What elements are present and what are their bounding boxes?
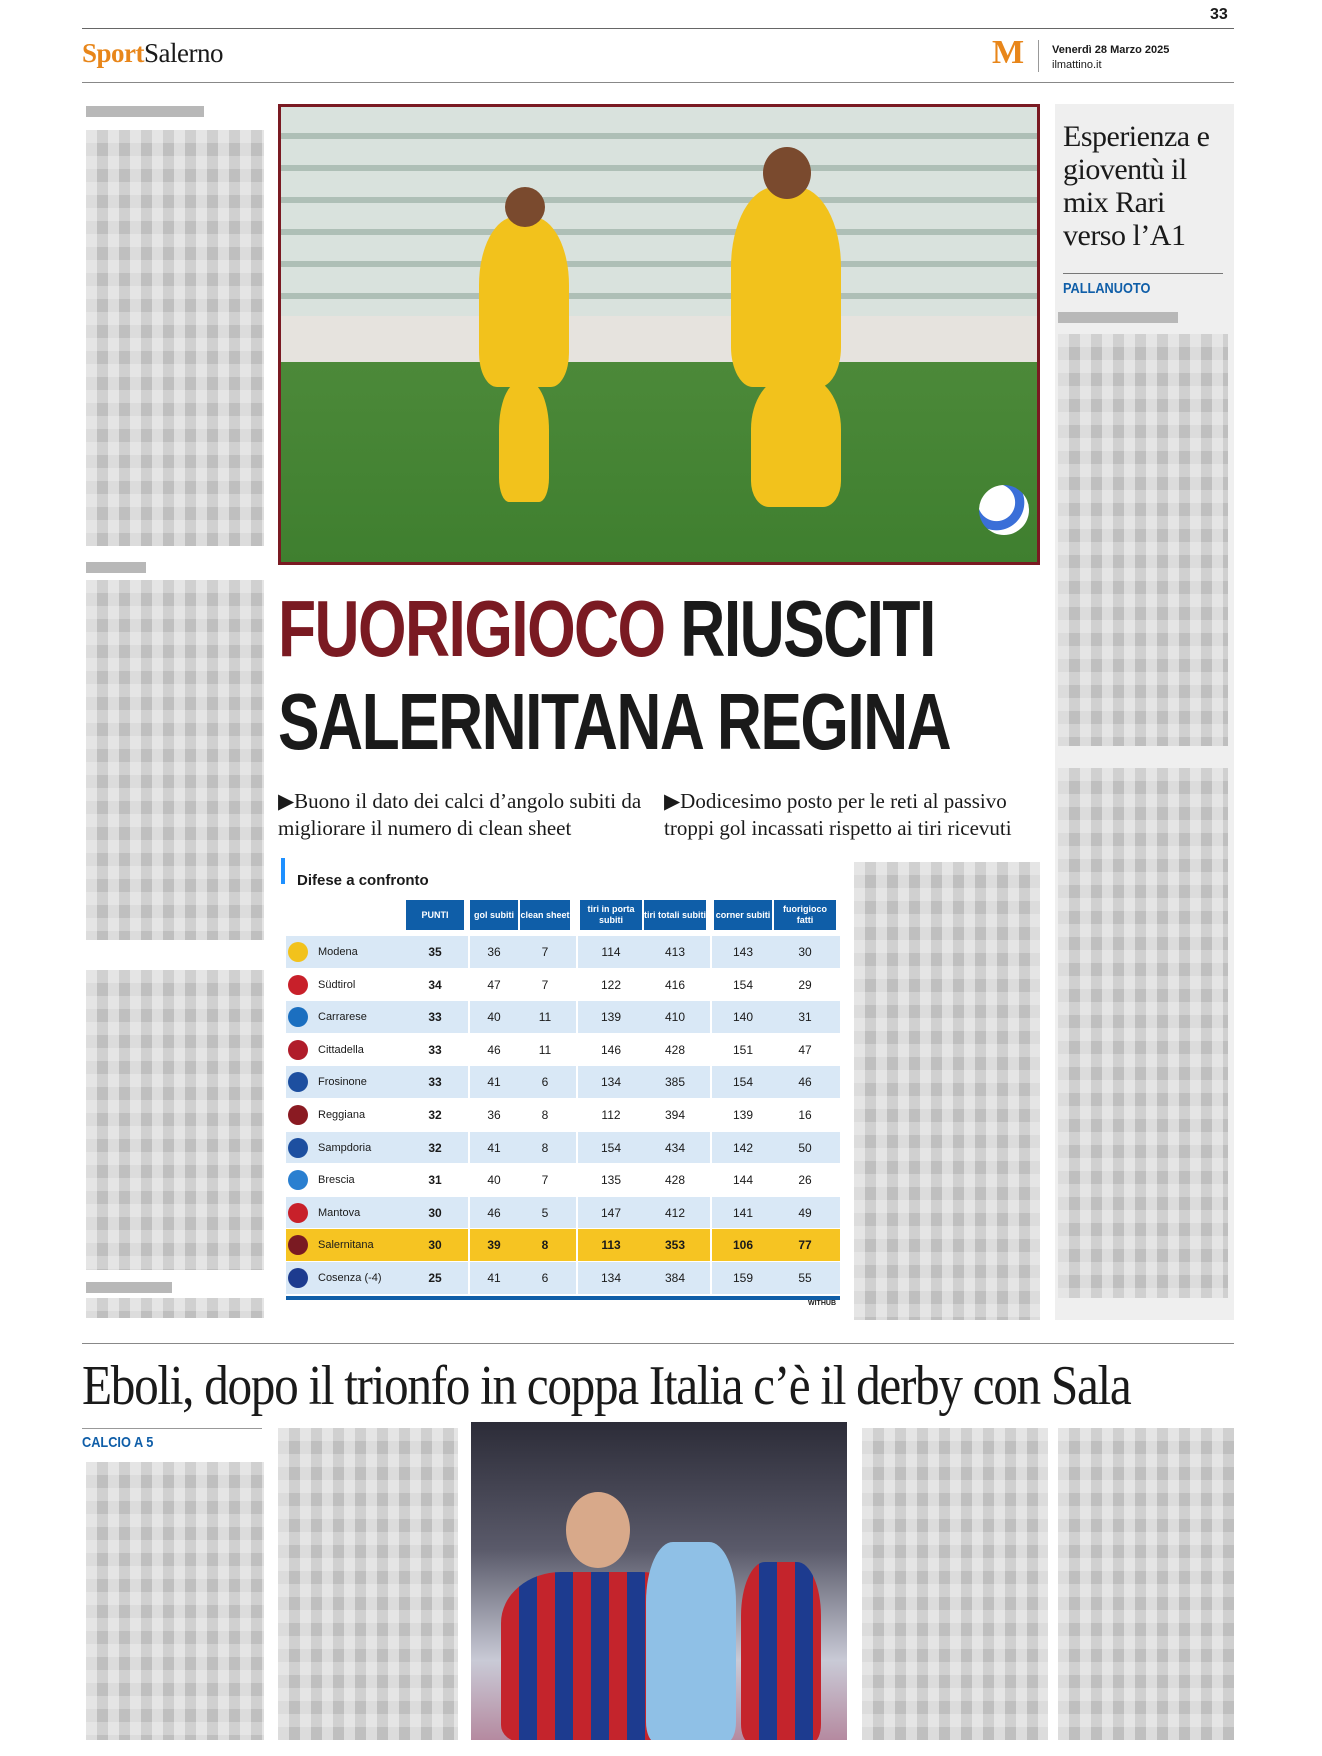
futsal-photo [471, 1422, 847, 1740]
il-mattino-logo: M [992, 34, 1025, 71]
cell-tiri-totali: 413 [664, 945, 686, 959]
cell-punti: 31 [428, 1173, 442, 1188]
cell-clean-sheet: 6 [541, 1271, 549, 1285]
cell-tiri-totali: 384 [664, 1271, 686, 1285]
blurred-text-block [86, 130, 264, 546]
blurred-text-block [86, 970, 264, 1270]
headline-rest: RIUSCITI [680, 584, 935, 673]
cell-tiri-porta: 134 [600, 1075, 622, 1090]
cell-tiri-totali: 385 [664, 1075, 686, 1090]
column-header: corner subiti [714, 900, 772, 930]
cell-corner: 142 [732, 1140, 754, 1155]
cell-gol-subiti: 47 [487, 977, 501, 992]
blurred-byline [86, 106, 204, 117]
cell-gol-subiti: 41 [487, 1075, 501, 1090]
blurred-subhead [86, 562, 146, 573]
column-header: gol subiti [470, 900, 518, 930]
cell-gol-subiti: 46 [487, 1205, 501, 1220]
player-left-head [505, 187, 545, 227]
cell-tiri-totali: 416 [664, 977, 686, 992]
cell-fuorigioco: 55 [798, 1271, 812, 1285]
player-right-figure [731, 187, 841, 387]
cell-corner: 140 [732, 1010, 754, 1025]
cell-clean-sheet: 8 [541, 1238, 549, 1253]
cell-fuorigioco: 16 [798, 1108, 812, 1122]
team-name: Mantova [318, 1206, 361, 1219]
column-header: clean sheet [520, 900, 570, 930]
blurred-text-block [278, 1428, 458, 1740]
sidebar-tag: PALLANUOTO [1063, 280, 1151, 297]
cell-fuorigioco: 46 [798, 1075, 812, 1090]
cell-corner: 106 [732, 1238, 754, 1253]
cell-fuorigioco: 26 [798, 1173, 812, 1188]
header-bottom-rule [82, 82, 1234, 83]
table-title: Difese a confronto [297, 872, 429, 889]
cell-tiri-porta: 147 [600, 1205, 622, 1220]
page-number: 33 [1210, 6, 1228, 23]
team-name: Sampdoria [318, 1141, 372, 1154]
cell-gol-subiti: 36 [487, 945, 501, 959]
player-right-head [763, 147, 811, 199]
cell-corner: 159 [732, 1271, 754, 1285]
cell-clean-sheet: 7 [541, 945, 549, 959]
blurred-text-block [862, 1428, 1048, 1740]
table-bottom-rule [286, 1296, 840, 1300]
cell-fuorigioco: 77 [798, 1238, 812, 1253]
cell-punti: 33 [428, 1010, 442, 1025]
team-crest-icon [288, 1040, 308, 1060]
kicker-left: ▶Buono il dato dei calci d’angolo subiti da migliorare il numero di clean sheet [278, 789, 642, 840]
cell-gol-subiti: 39 [487, 1238, 501, 1253]
cell-corner: 154 [732, 1075, 754, 1090]
column-header: tiri in porta subiti [580, 900, 642, 930]
cell-fuorigioco: 50 [798, 1140, 812, 1155]
team-name: Südtirol [318, 978, 356, 991]
cell-tiri-porta: 134 [600, 1271, 622, 1285]
headline-highlight: FUORIGIOCO [278, 584, 665, 673]
bottom-story-rule [82, 1343, 1234, 1344]
cell-fuorigioco: 31 [798, 1010, 812, 1025]
cell-tiri-totali: 428 [664, 1173, 686, 1188]
main-headline-line-2: SALERNITANA REGINA [278, 677, 951, 766]
team-crest-icon [288, 1268, 308, 1288]
cell-corner: 144 [732, 1173, 754, 1188]
blurred-signature [86, 1282, 172, 1293]
cell-gol-subiti: 40 [487, 1010, 501, 1025]
header-top-rule [82, 28, 1234, 29]
cell-punti: 30 [428, 1238, 442, 1253]
table-accent-bar [281, 858, 285, 884]
team-crest-icon [288, 1203, 308, 1223]
cell-punti: 32 [428, 1140, 442, 1155]
team-name: Brescia [318, 1174, 355, 1187]
team-name: Modena [318, 946, 358, 958]
blurred-text-block [1058, 1428, 1234, 1740]
cell-punti: 33 [428, 1075, 442, 1090]
blurred-byline [1058, 312, 1178, 323]
bottom-story-tag: CALCIO A 5 [82, 1434, 154, 1451]
blurred-text-block [854, 862, 1040, 1320]
cell-tiri-totali: 410 [664, 1010, 686, 1025]
cell-tiri-totali: 394 [664, 1108, 686, 1122]
kicker-right: ▶Dodicesimo posto per le reti al passivo troppi gol incassati rispetto ai tiri ricevuti [664, 789, 1012, 840]
blurred-text-block [86, 1298, 264, 1318]
bottom-tag-rule [82, 1428, 262, 1429]
cell-gol-subiti: 41 [487, 1271, 501, 1285]
cell-gol-subiti: 36 [487, 1108, 501, 1122]
player-left-figure [479, 217, 569, 387]
cell-gol-subiti: 41 [487, 1140, 501, 1155]
section-title [82, 38, 223, 69]
player-left-legs [499, 382, 549, 502]
main-headline-line-1 [278, 585, 935, 673]
cell-tiri-porta: 139 [600, 1010, 622, 1025]
team-crest-icon [288, 1138, 308, 1158]
column-group-separator [576, 900, 578, 1295]
blurred-text-block [1058, 334, 1228, 746]
cell-corner: 151 [732, 1042, 754, 1057]
cell-clean-sheet: 11 [538, 1042, 552, 1057]
column-group-separator [468, 900, 470, 1295]
blurred-text-block [1058, 768, 1228, 1298]
header-divider [1038, 40, 1039, 72]
cell-tiri-porta: 114 [601, 945, 621, 959]
soccer-ball [979, 485, 1029, 535]
column-group-separator [710, 900, 712, 1295]
team-name: Salernitana [318, 1239, 374, 1252]
cell-corner: 143 [732, 945, 754, 959]
match-photo [278, 104, 1040, 565]
cell-clean-sheet: 5 [541, 1205, 549, 1220]
cell-clean-sheet: 6 [541, 1075, 549, 1090]
stadium-stands [281, 107, 1037, 325]
cell-tiri-porta: 122 [600, 977, 622, 992]
blurred-text-block [86, 580, 264, 940]
table-source: WITHUB [808, 1300, 836, 1307]
cell-clean-sheet: 8 [541, 1108, 549, 1122]
site-url: ilmattino.it [1052, 59, 1102, 71]
cell-tiri-porta: 135 [600, 1173, 622, 1188]
cell-punti: 32 [428, 1108, 442, 1122]
cell-fuorigioco: 47 [798, 1042, 812, 1057]
team-crest-icon [288, 975, 308, 995]
cell-corner: 154 [732, 977, 754, 992]
sidebar-rule [1063, 273, 1223, 274]
team-name: Reggiana [318, 1109, 366, 1121]
sidebar-headline: Esperienza e gioventù il mix Rari verso l’A1 [1063, 120, 1210, 252]
celebrating-player-head [566, 1492, 630, 1568]
cell-corner: 141 [732, 1205, 754, 1220]
cell-punti: 35 [428, 945, 442, 959]
cell-corner: 139 [732, 1108, 754, 1122]
column-header: tiri totali subiti [644, 900, 706, 930]
cell-clean-sheet: 7 [541, 1173, 549, 1188]
blurred-text-block [86, 1462, 264, 1740]
cell-punti: 34 [428, 977, 442, 992]
column-header: PUNTI [406, 900, 464, 930]
section-city-label: Salerno [144, 38, 223, 68]
cell-punti: 30 [428, 1205, 442, 1220]
cell-clean-sheet: 8 [541, 1140, 549, 1155]
cell-clean-sheet: 11 [538, 1010, 552, 1025]
cell-tiri-totali: 428 [664, 1042, 686, 1057]
issue-date: Venerdì 28 Marzo 2025 [1052, 44, 1170, 56]
team-name: Cosenza (-4) [318, 1272, 382, 1284]
column-header: fuorigioco fatti [774, 900, 836, 930]
cell-punti: 25 [428, 1271, 442, 1285]
advertising-board [281, 316, 1037, 362]
cell-tiri-porta: 112 [601, 1108, 621, 1122]
team-name: Cittadella [318, 1043, 364, 1056]
cell-tiri-porta: 146 [600, 1042, 622, 1057]
team-crest-icon [288, 942, 308, 962]
cell-clean-sheet: 7 [541, 977, 549, 992]
cell-gol-subiti: 40 [487, 1173, 501, 1188]
cell-tiri-totali: 434 [664, 1140, 686, 1155]
cell-tiri-porta: 154 [600, 1140, 622, 1155]
cell-tiri-totali: 412 [664, 1205, 686, 1220]
cell-tiri-porta: 113 [601, 1238, 621, 1253]
team-crest-icon [288, 1105, 308, 1125]
cell-fuorigioco: 29 [798, 977, 812, 992]
player-right-legs [751, 377, 841, 507]
section-sport-label: Sport [82, 38, 145, 68]
bottom-headline: Eboli, dopo il trionfo in coppa Italia c’è il derby con Sala [82, 1355, 1131, 1417]
opponent-jersey [646, 1542, 736, 1740]
cell-punti: 33 [428, 1042, 442, 1057]
cell-fuorigioco: 49 [798, 1205, 812, 1220]
team-name: Carrarese [318, 1011, 367, 1024]
cell-gol-subiti: 46 [487, 1042, 501, 1057]
cell-tiri-totali: 353 [664, 1238, 686, 1253]
team-name: Frosinone [318, 1076, 367, 1089]
teammate-jersey [741, 1562, 821, 1740]
cell-fuorigioco: 30 [798, 945, 812, 959]
